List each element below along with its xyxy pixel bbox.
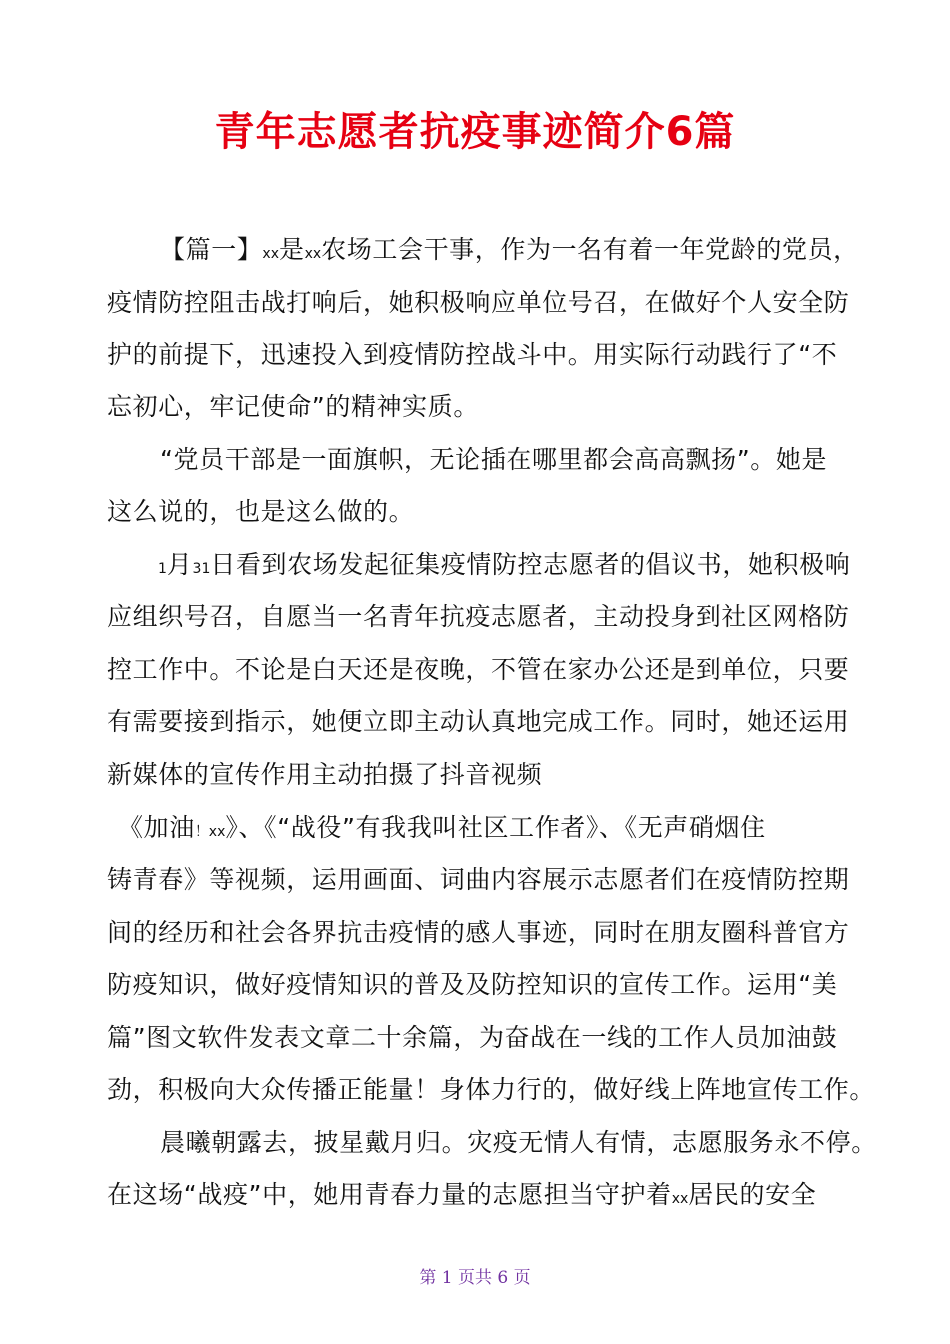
text-line: [107, 1021, 837, 1055]
line-segment: 》、《“战役”有我我叫社区工作者》、《无声硝烟住: [225, 813, 766, 842]
line-segment: 间的经历和社会各界抗击疫情的感人事迹，同时在朋友圈科普官方: [107, 918, 850, 947]
line-segment: 篇”图文软件发表文章二十余篇，为奋战在一线的工作人员加油鼓: [107, 1023, 838, 1052]
text-line: [107, 1178, 816, 1216]
text-line: [160, 443, 827, 477]
text-line: [160, 1126, 877, 1160]
line-segment: 有需要接到指示，她便立即主动认真地完成工作。同时，她还运用: [107, 707, 850, 736]
line-segment: 《加油: [118, 813, 195, 842]
line-segment-small: xx: [304, 246, 322, 262]
text-line: [160, 233, 859, 271]
text-line: [107, 758, 542, 792]
text-line: [107, 1073, 875, 1107]
line-segment-small: xx: [262, 246, 279, 262]
line-segment: 忘初心，牢记使命”的精神实质。: [107, 392, 479, 421]
line-segment: 日看到农场发起征集疫情防控志愿者的倡议书，她积极响: [210, 550, 851, 579]
text-line: [107, 600, 849, 634]
text-line: [158, 548, 850, 586]
text-line: [107, 863, 849, 897]
line-segment-small: xx: [671, 1191, 689, 1207]
text-line: [107, 338, 837, 372]
line-segment: 农场工会干事，作为一名有着一年党龄的党员，: [321, 235, 859, 264]
page-number: 第 1 页共 6 页: [419, 1268, 531, 1288]
line-segment: 疫情防控阻击战打响后，她积极响应单位号召，在做好个人安全防: [107, 288, 850, 317]
line-segment: “党员干部是一面旗帜，无论插在哪里都会高高飘扬”。她是: [160, 445, 828, 474]
line-segment: 在这场“战疫”中，她用青春力量的志愿担当守护着: [107, 1180, 672, 1209]
text-line: [118, 811, 766, 849]
line-segment: 应组织号召，自愿当一名青年抗疫志愿者，主动投身到社区网格防: [107, 602, 850, 631]
text-line: [107, 653, 849, 687]
line-segment: 控工作中。不论是白天还是夜晚，不管在家办公还是到单位，只要: [107, 655, 850, 684]
line-segment: 这么说的，也是这么做的。: [107, 497, 415, 526]
line-segment: 居民的安全: [688, 1180, 817, 1209]
line-segment-small: 31: [192, 561, 211, 577]
line-segment: 护的前提下，迅速投入到疫情防控战斗中。用实际行动践行了“不: [107, 340, 838, 369]
text-line: [107, 968, 837, 1002]
line-segment: 月: [166, 550, 193, 579]
line-segment-small: 1: [158, 561, 167, 577]
text-line: [107, 286, 849, 320]
line-segment: 劲，积极向大众传播正能量！身体力行的，做好线上阵地宣传工作。: [107, 1075, 876, 1104]
line-segment: 是: [278, 235, 305, 264]
line-segment: 晨曦朝露去，披星戴月归。灾疫无情人有情，志愿服务永不停。: [160, 1128, 877, 1157]
text-line: [107, 916, 849, 950]
text-line: [107, 495, 414, 529]
line-segment: 铸青春》等视频，运用画面、词曲内容展示志愿者们在疫情防控期: [107, 865, 850, 894]
text-line: [107, 390, 479, 424]
line-segment: 新媒体的宣传作用主动拍摄了抖音视频: [107, 760, 543, 789]
text-line: [107, 705, 849, 739]
line-segment-small: ！xx: [194, 824, 226, 840]
document-title: 青年志愿者抗疫事迹简介6篇: [214, 109, 736, 155]
line-segment: 防疫知识，做好疫情知识的普及及防控知识的宣传工作。运用“美: [107, 970, 838, 999]
line-segment: 【篇一】: [160, 235, 263, 264]
